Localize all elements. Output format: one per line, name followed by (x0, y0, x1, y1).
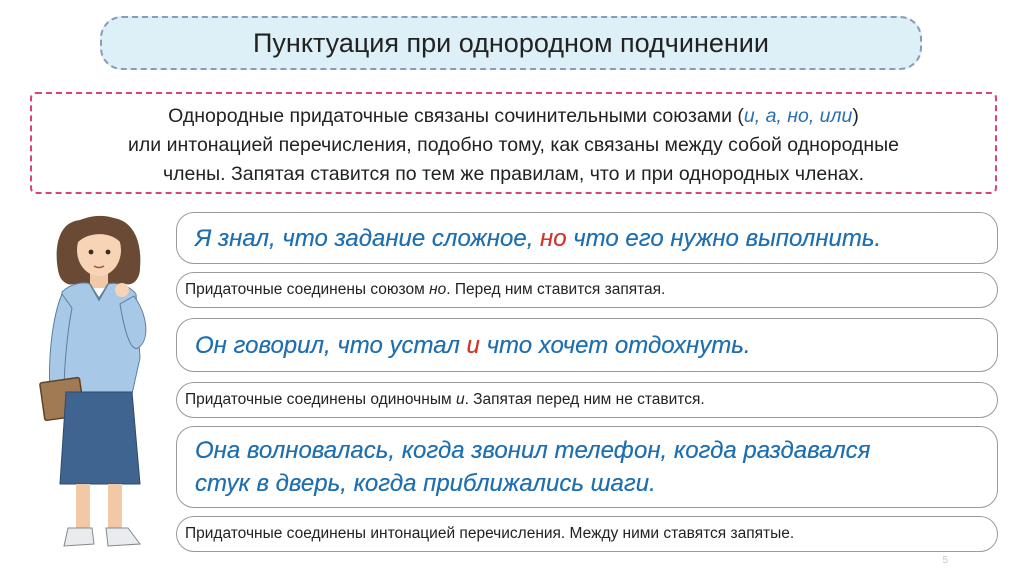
page-number: 5 (942, 555, 948, 566)
teacher-illustration (28, 208, 168, 558)
rule-line-1-text: Однородные придаточные связаны сочинительными союзами ( (168, 105, 744, 127)
note-2-word: и (455, 391, 465, 408)
example-1 (176, 212, 998, 264)
example-2-part-1: Он говорил, что устал (195, 331, 467, 359)
example-2 (176, 318, 998, 372)
note-3 (176, 516, 998, 552)
note-2 (176, 382, 998, 418)
example-1-sentence (195, 222, 997, 255)
example-2-conjunction: и (466, 331, 480, 359)
page-title-text: Пунктуация при однородном подчинении (253, 27, 769, 58)
note-3-text: Придаточные соединены интонацией перечисления. Между ними ставятся запятые. (185, 525, 795, 542)
note-1-part-1: Придаточные соединены союзом (185, 281, 430, 298)
example-3-line-1: Она волновалась, когда звонил телефон, когда раздавался (195, 437, 871, 464)
note-2-text (185, 391, 997, 409)
rule-line-1 (42, 102, 985, 131)
page-title (100, 16, 922, 70)
example-1-part-1: Я знал, что задание сложное, (195, 224, 541, 252)
note-1-word: но (429, 281, 447, 298)
rule-conjunctions: и, а, но, или (743, 105, 853, 127)
example-1-conjunction: но (540, 224, 567, 252)
note-1 (176, 272, 998, 308)
example-3-line-2: стук в дверь, когда приближались шаги. (195, 470, 656, 497)
example-2-part-2: что хочет отдохнуть. (479, 331, 751, 359)
note-1-text (185, 281, 997, 299)
rule-line-3: члены. Запятая ставится по тем же правилам, что и при однородных членах. (162, 163, 865, 185)
example-3 (176, 426, 998, 508)
note-2-part-1: Придаточные соединены одиночным (185, 391, 456, 408)
note-2-part-2: . Запятая перед ним не ставится. (464, 391, 705, 408)
example-1-part-2: что его нужно выполнить. (566, 224, 882, 252)
example-2-sentence (195, 329, 997, 362)
rule-line-1-end: ) (852, 105, 859, 127)
rule-box (30, 92, 997, 194)
rule-line-2: или интонацией перечисления, подобно тому, как связаны между собой однородные (127, 134, 899, 156)
note-1-part-2: . Перед ним ставится запятая. (446, 281, 666, 298)
